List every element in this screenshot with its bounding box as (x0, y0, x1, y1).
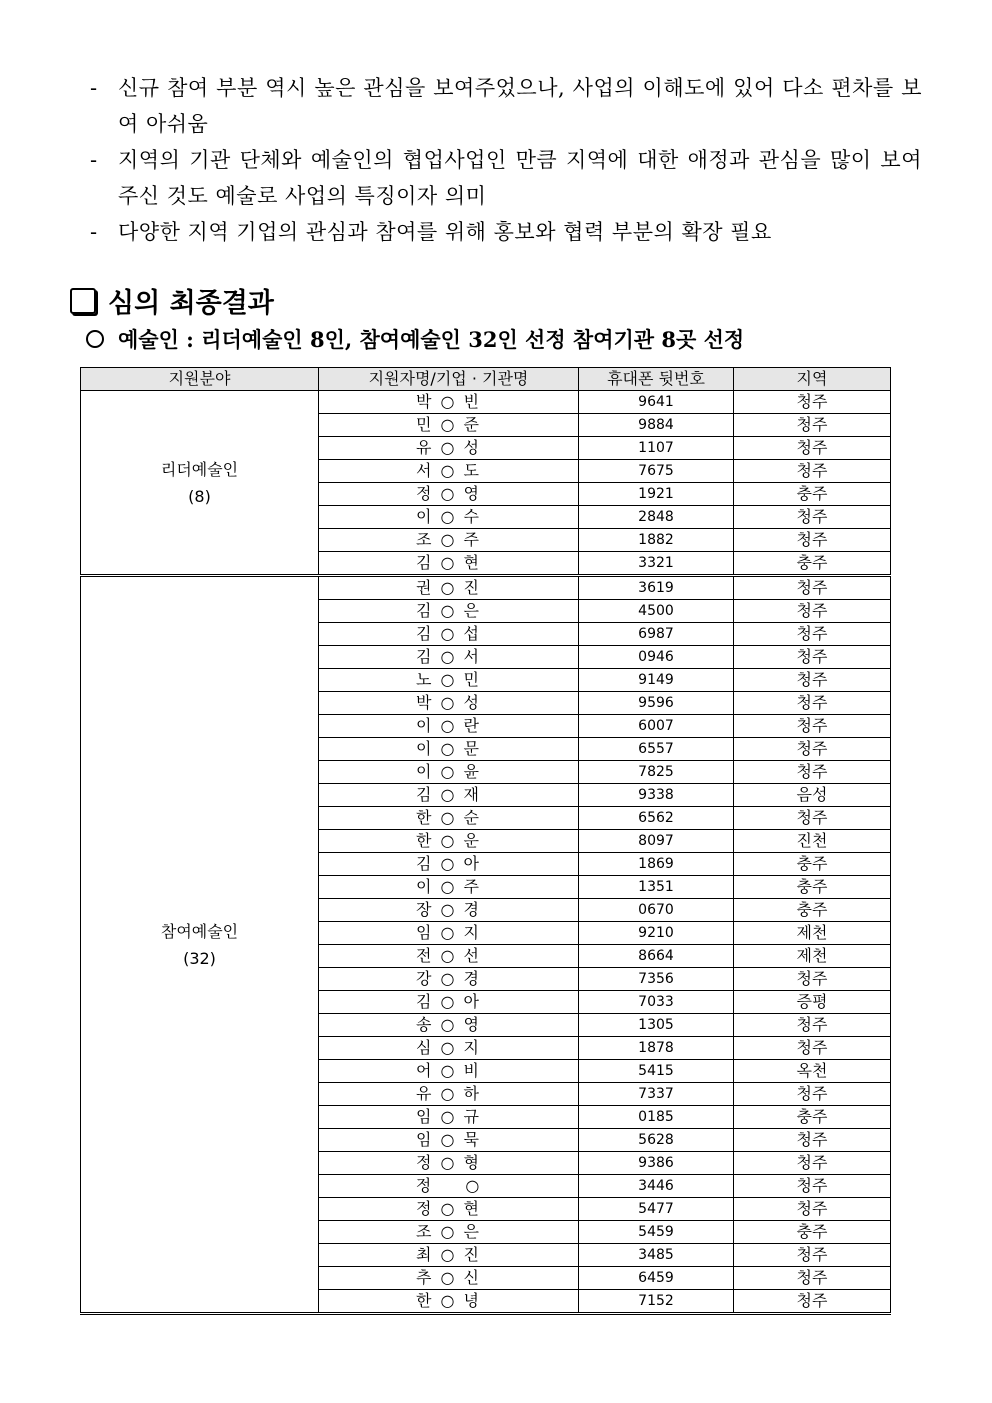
region-cell: 청주 (734, 391, 891, 414)
region-cell: 청주 (734, 715, 891, 738)
phone-cell: 6987 (579, 623, 734, 646)
region-cell: 청주 (734, 692, 891, 715)
name-cell: 조 ○ 주 (319, 529, 579, 552)
phone-cell: 1921 (579, 483, 734, 506)
name-cell: 송 ○ 영 (319, 1014, 579, 1037)
category-count: (8) (188, 486, 211, 506)
header-phone: 휴대폰 뒷번호 (579, 368, 734, 391)
region-cell: 청주 (734, 1244, 891, 1267)
name-cell: 김 ○ 재 (319, 784, 579, 807)
phone-cell: 7356 (579, 968, 734, 991)
name-cell: 어 ○ 비 (319, 1060, 579, 1083)
region-cell: 충주 (734, 552, 891, 576)
phone-cell: 5628 (579, 1129, 734, 1152)
region-cell: 충주 (734, 853, 891, 876)
region-cell: 청주 (734, 968, 891, 991)
note-text: 신규 참여 부분 역시 높은 관심을 보여주었으나, 사업의 이해도에 있어 다소 편차를 보여 아쉬움 (118, 76, 922, 136)
name-cell: 장 ○ 경 (319, 899, 579, 922)
phone-cell: 0670 (579, 899, 734, 922)
note-marker: - (90, 220, 98, 244)
phone-cell: 5415 (579, 1060, 734, 1083)
header-name: 지원자명/기업 · 기관명 (319, 368, 579, 391)
name-cell: 박 ○ 빈 (319, 391, 579, 414)
phone-cell: 1878 (579, 1037, 734, 1060)
phone-cell: 9386 (579, 1152, 734, 1175)
name-cell: 심 ○ 지 (319, 1037, 579, 1060)
note-item (90, 214, 922, 250)
region-cell: 청주 (734, 669, 891, 692)
name-cell: 박 ○ 성 (319, 692, 579, 715)
notes-list (90, 70, 922, 250)
section-heading (70, 281, 274, 320)
phone-cell: 3446 (579, 1175, 734, 1198)
phone-cell: 6557 (579, 738, 734, 761)
region-cell: 청주 (734, 646, 891, 669)
header-category: 지원분야 (81, 368, 319, 391)
phone-cell: 5477 (579, 1198, 734, 1221)
name-cell: 김 ○ 아 (319, 991, 579, 1014)
phone-cell: 2848 (579, 506, 734, 529)
phone-cell: 0185 (579, 1106, 734, 1129)
name-cell: 이 ○ 란 (319, 715, 579, 738)
region-cell: 청주 (734, 1014, 891, 1037)
name-cell: 노 ○ 민 (319, 669, 579, 692)
name-cell: 한 ○ 운 (319, 830, 579, 853)
note-marker: - (90, 148, 98, 172)
region-cell: 청주 (734, 576, 891, 600)
name-cell: 권 ○ 진 (319, 576, 579, 600)
name-cell: 이 ○ 문 (319, 738, 579, 761)
phone-cell: 0946 (579, 646, 734, 669)
phone-cell: 6562 (579, 807, 734, 830)
region-cell: 제천 (734, 945, 891, 968)
name-cell: 추 ○ 신 (319, 1267, 579, 1290)
phone-cell: 9338 (579, 784, 734, 807)
phone-cell: 7152 (579, 1290, 734, 1314)
phone-cell: 5459 (579, 1221, 734, 1244)
phone-cell: 1882 (579, 529, 734, 552)
name-cell: 김 ○ 섭 (319, 623, 579, 646)
region-cell: 청주 (734, 738, 891, 761)
phone-cell: 7337 (579, 1083, 734, 1106)
region-cell: 청주 (734, 600, 891, 623)
category-cell (81, 391, 319, 576)
phone-cell: 7825 (579, 761, 734, 784)
name-cell: 민 ○ 준 (319, 414, 579, 437)
name-cell: 김 ○ 은 (319, 600, 579, 623)
phone-cell: 1869 (579, 853, 734, 876)
category-label: 참여예술인 (160, 921, 239, 941)
region-cell: 충주 (734, 1106, 891, 1129)
region-cell: 충주 (734, 876, 891, 899)
phone-cell: 8664 (579, 945, 734, 968)
region-cell: 청주 (734, 1152, 891, 1175)
region-cell: 진천 (734, 830, 891, 853)
region-cell: 청주 (734, 1175, 891, 1198)
phone-cell: 1305 (579, 1014, 734, 1037)
region-cell: 충주 (734, 483, 891, 506)
name-cell: 최 ○ 진 (319, 1244, 579, 1267)
name-cell: 이 ○ 주 (319, 876, 579, 899)
name-cell: 정 ○ 현 (319, 1198, 579, 1221)
region-cell: 청주 (734, 460, 891, 483)
name-cell: 임 ○ 지 (319, 922, 579, 945)
phone-cell: 9641 (579, 391, 734, 414)
name-cell: 정 ○ 영 (319, 483, 579, 506)
region-cell: 제천 (734, 922, 891, 945)
note-text: 다양한 지역 기업의 관심과 참여를 위해 홍보와 협력 부분의 확장 필요 (118, 220, 772, 244)
phone-cell: 1351 (579, 876, 734, 899)
name-cell: 김 ○ 서 (319, 646, 579, 669)
note-text: 지역의 기관 단체와 예술인의 협업사업인 만큼 지역에 대한 애정과 관심을 많이 보여주신 것도 예술로 사업의 특징이자 의미 (118, 148, 922, 208)
phone-cell: 1107 (579, 437, 734, 460)
category-cell (81, 576, 319, 1314)
region-cell: 청주 (734, 623, 891, 646)
results-table (80, 367, 891, 1315)
section-title: 심의 최종결과 (108, 288, 274, 319)
table-row (81, 391, 891, 414)
region-cell: 청주 (734, 807, 891, 830)
phone-cell: 7033 (579, 991, 734, 1014)
region-cell: 청주 (734, 1037, 891, 1060)
phone-cell: 7675 (579, 460, 734, 483)
name-cell: 임 ○ 규 (319, 1106, 579, 1129)
name-cell: 유 ○ 하 (319, 1083, 579, 1106)
name-cell: 정 ○ (319, 1175, 579, 1198)
region-cell: 청주 (734, 414, 891, 437)
note-item (90, 70, 922, 142)
name-cell: 강 ○ 경 (319, 968, 579, 991)
table-body (81, 391, 891, 1314)
header-region: 지역 (734, 368, 891, 391)
region-cell: 청주 (734, 1083, 891, 1106)
name-cell: 정 ○ 형 (319, 1152, 579, 1175)
name-cell: 한 ○ 녕 (319, 1290, 579, 1314)
name-cell: 서 ○ 도 (319, 460, 579, 483)
table-header-row (81, 368, 891, 391)
phone-cell: 8097 (579, 830, 734, 853)
region-cell: 청주 (734, 1198, 891, 1221)
note-marker: - (90, 76, 98, 100)
region-cell: 옥천 (734, 1060, 891, 1083)
region-cell: 청주 (734, 1290, 891, 1314)
name-cell: 조 ○ 은 (319, 1221, 579, 1244)
name-cell: 이 ○ 윤 (319, 761, 579, 784)
phone-cell: 9884 (579, 414, 734, 437)
table-row (81, 576, 891, 600)
circle-bullet-icon (86, 330, 104, 348)
region-cell: 청주 (734, 1267, 891, 1290)
note-item (90, 142, 922, 214)
category-count: (32) (183, 948, 216, 968)
region-cell: 충주 (734, 1221, 891, 1244)
region-cell: 청주 (734, 437, 891, 460)
region-cell: 청주 (734, 506, 891, 529)
region-cell: 증평 (734, 991, 891, 1014)
phone-cell: 9149 (579, 669, 734, 692)
name-cell: 김 ○ 아 (319, 853, 579, 876)
phone-cell: 4500 (579, 600, 734, 623)
phone-cell: 3619 (579, 576, 734, 600)
region-cell: 청주 (734, 761, 891, 784)
phone-cell: 6007 (579, 715, 734, 738)
name-cell: 전 ○ 선 (319, 945, 579, 968)
checkbox-square-icon (70, 288, 96, 314)
name-cell: 임 ○ 묵 (319, 1129, 579, 1152)
phone-cell: 6459 (579, 1267, 734, 1290)
phone-cell: 3321 (579, 552, 734, 576)
name-cell: 유 ○ 성 (319, 437, 579, 460)
summary-text: 예술인 : 리더예술인 8인, 참여예술인 32인 선정 참여기관 8곳 선정 (118, 327, 745, 352)
category-label: 리더예술인 (160, 459, 239, 479)
region-cell: 청주 (734, 529, 891, 552)
phone-cell: 9596 (579, 692, 734, 715)
phone-cell: 3485 (579, 1244, 734, 1267)
name-cell: 김 ○ 현 (319, 552, 579, 576)
phone-cell: 9210 (579, 922, 734, 945)
region-cell: 충주 (734, 899, 891, 922)
name-cell: 한 ○ 순 (319, 807, 579, 830)
name-cell: 이 ○ 수 (319, 506, 579, 529)
summary-line (86, 324, 744, 354)
region-cell: 청주 (734, 1129, 891, 1152)
region-cell: 음성 (734, 784, 891, 807)
